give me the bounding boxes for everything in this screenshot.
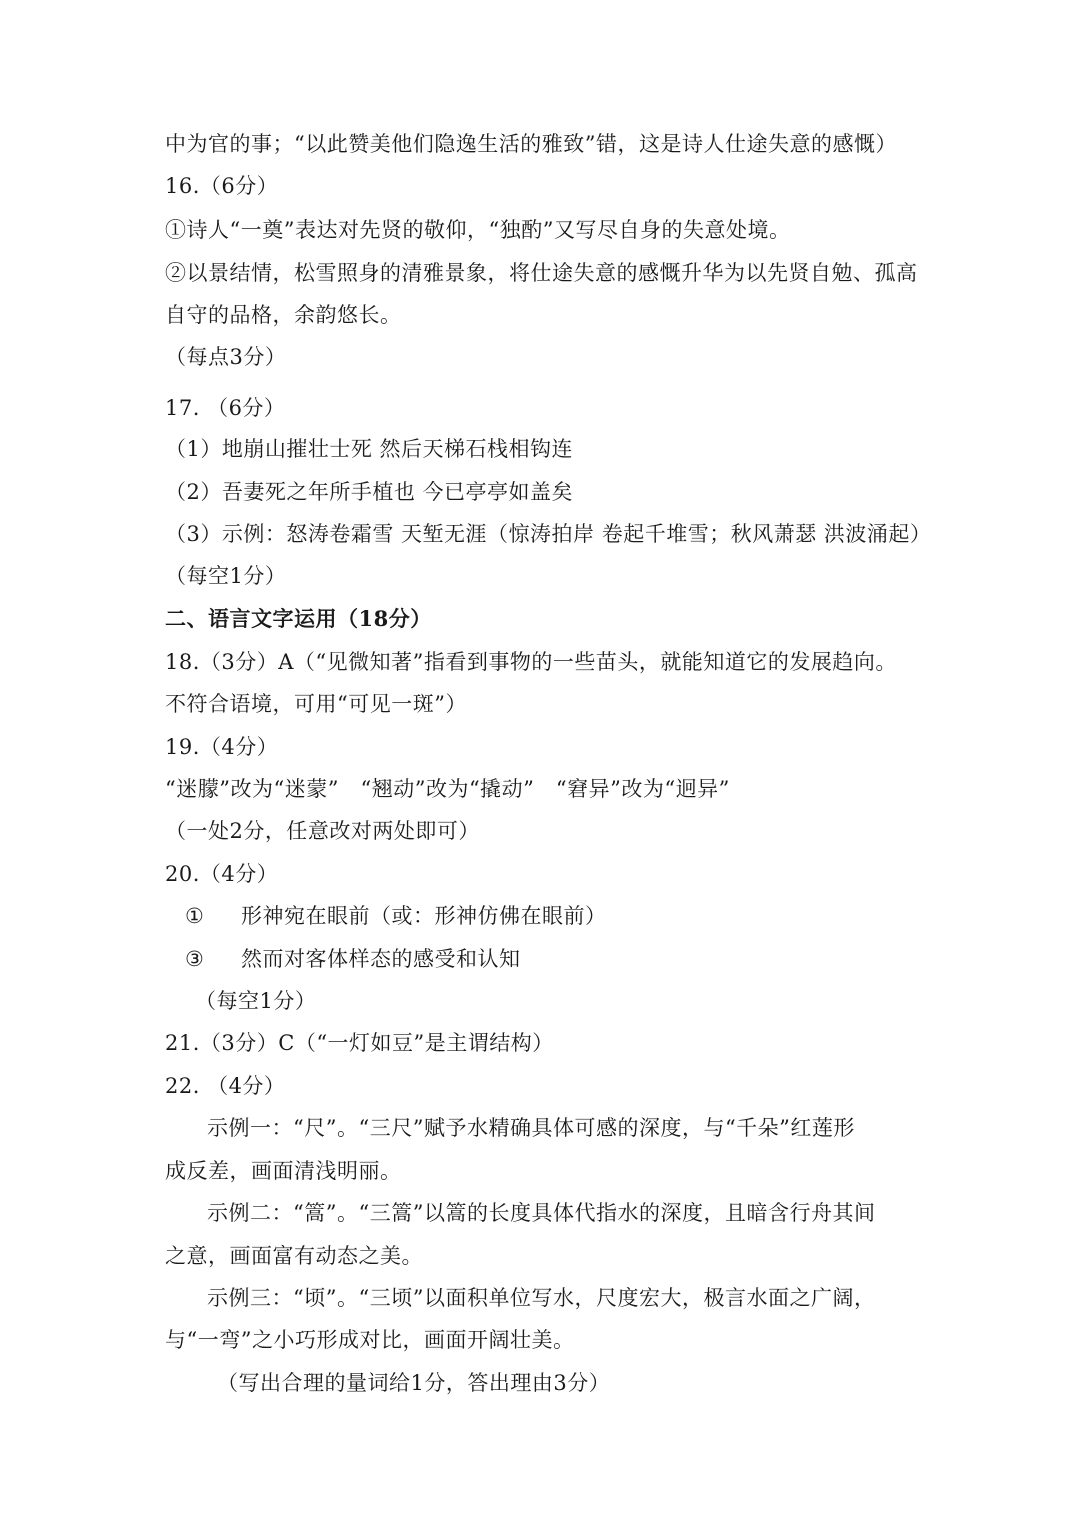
q20-blank-3-text: 然而对客体样态的感受和认知 <box>241 947 521 971</box>
q19-header: 19.（4分） <box>165 735 279 759</box>
q16-header: 16.（6分） <box>165 174 279 198</box>
q22-example-2-cont: 之意，画面富有动态之美。 <box>165 1244 423 1268</box>
q16-point-2: ②以景结情，松雪照身的清雅景象，将仕途失意的感慨升华为以先贤自勉、孤高 <box>165 261 918 285</box>
q16-scoring: （每点3分） <box>165 345 287 369</box>
q17-header: 17. （6分） <box>165 396 286 420</box>
q17-scoring: （每空1分） <box>165 564 287 588</box>
q20-blank-1 <box>185 901 945 931</box>
q16-point-1: ①诗人“一奠”表达对先贤的敬仰，“独酌”又写尽自身的失意处境。 <box>165 218 791 242</box>
q20-blank-1-text: 形神宛在眼前（或：形神仿佛在眼前） <box>241 904 607 928</box>
q20-scoring: （每空1分） <box>195 989 317 1013</box>
section-heading: 二、语言文字运用（18分） <box>165 606 432 631</box>
q15-tail: 中为官的事；“以此赞美他们隐逸生活的雅致”错，这是诗人仕途失意的感慨） <box>165 132 897 156</box>
q21-answer: 21.（3分）C（“一灯如豆”是主谓结构） <box>165 1031 554 1055</box>
q20-header: 20.（4分） <box>165 862 279 886</box>
q22-example-2: 示例二：“篙”。“三篙”以篙的长度具体代指水的深度，且暗含行舟其间 <box>207 1201 876 1225</box>
q22-header: 22. （4分） <box>165 1074 286 1098</box>
q20-blank-1-marker: ① <box>185 904 205 928</box>
q17-item-1: （1）地崩山摧壮士死 然后天梯石栈相钩连 <box>165 437 574 461</box>
q19-scoring: （一处2分，任意改对两处即可） <box>165 819 480 843</box>
q18-answer: 18.（3分）A（“见微知著”指看到事物的一些苗头，就能知道它的发展趋向。 <box>165 650 897 674</box>
q20-blank-3-marker: ③ <box>185 947 205 971</box>
q22-example-3-cont: 与“一弯”之小巧形成对比，画面开阔壮美。 <box>165 1328 575 1352</box>
q20-blank-3 <box>185 944 945 974</box>
q19-corrections: “迷朦”改为“迷蒙” “翘动”改为“撬动” “窘异”改为“迥异” <box>165 777 730 801</box>
q17-item-3: （3）示例：怒涛卷霜雪 天堑无涯（惊涛拍岸 卷起千堆雪；秋风萧瑟 洪波涌起） <box>165 522 932 546</box>
q22-example-1: 示例一：“尺”。“三尺”赋予水精确具体可感的深度，与“千朵”红莲形 <box>207 1116 855 1140</box>
q22-example-1-cont: 成反差，画面清浅明丽。 <box>165 1159 402 1183</box>
q22-scoring: （写出合理的量词给1分，答出理由3分） <box>217 1371 611 1395</box>
q18-answer-cont: 不符合语境，可用“可见一斑”） <box>165 692 467 716</box>
q22-example-3: 示例三：“顷”。“三顷”以面积单位写水，尺度宏大，极言水面之广阔， <box>207 1286 876 1310</box>
q16-point-2-cont: 自守的品格，余韵悠长。 <box>165 303 402 327</box>
q17-item-2: （2）吾妻死之年所手植也 今已亭亭如盖矣 <box>165 480 574 504</box>
